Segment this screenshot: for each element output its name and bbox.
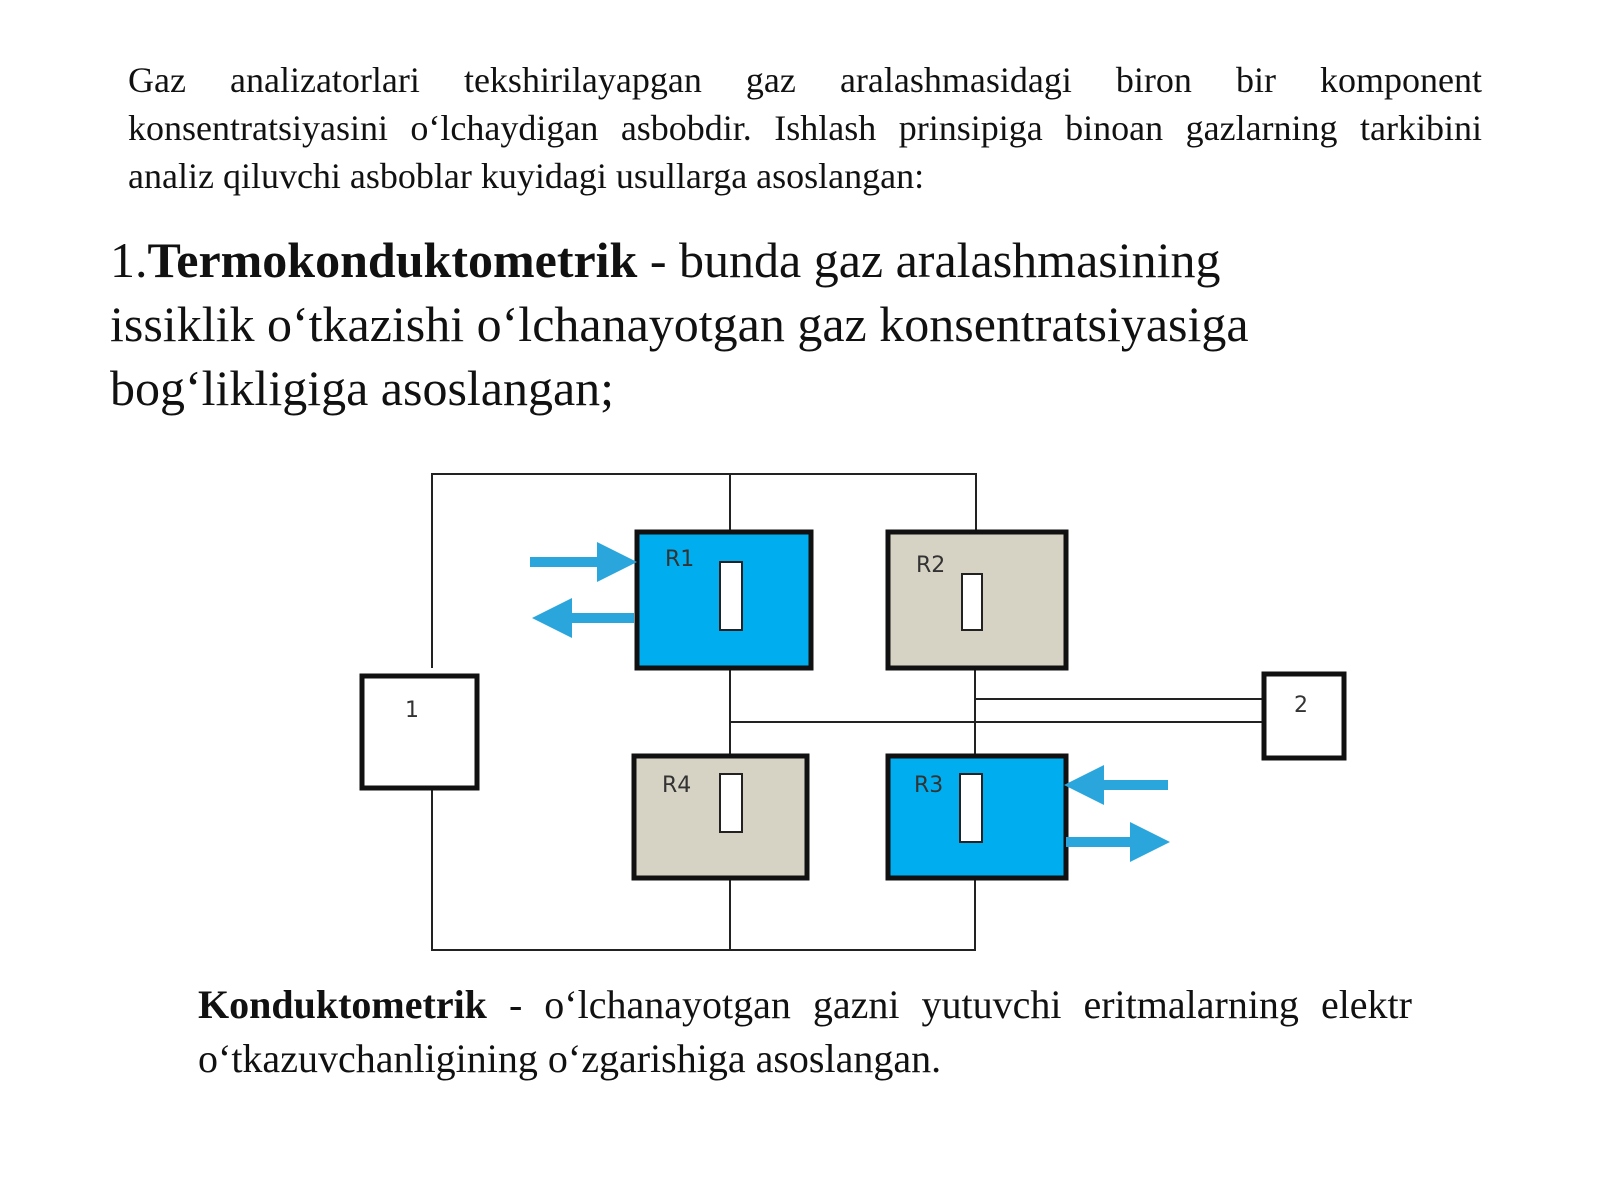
r2-label: R2 — [916, 553, 946, 578]
method-2-term: Konduktometrik — [198, 982, 487, 1027]
block-1-label: 1 — [405, 698, 419, 723]
block-2-label: 2 — [1294, 693, 1308, 718]
r4-resistor — [720, 774, 742, 832]
r2-resistor — [962, 574, 982, 630]
circuit-wires — [432, 474, 1264, 950]
r4-label: R4 — [662, 773, 692, 798]
method-2-paragraph — [198, 978, 1412, 1086]
method-1-description: - bunda gaz aralashmasining issiklik o‘tkazishi o‘lchanayotgan gaz konsentratsiyasiga bog‘likligiga asoslangan; — [110, 232, 1249, 416]
r1-label: R1 — [665, 547, 695, 572]
r1-resistor — [720, 562, 742, 630]
r3-label: R3 — [914, 773, 944, 798]
gas-flow-arrows — [530, 562, 1168, 842]
r3-resistor — [960, 774, 982, 842]
method-1-term: Termokonduktometrik — [147, 232, 638, 288]
method-1-number: 1. — [110, 232, 148, 288]
intro-paragraph: Gaz analizatorlari tekshirilayapgan gaz aralashmasidagi biron bir komponent konsentratsiyasini o‘lchaydigan asbobdir. Ishlash prinsipiga binoan gazlarning tarkibini analiz qiluvchi asboblar kuyidagi usullarga asoslangan: — [128, 60, 1482, 196]
block-1 — [362, 676, 477, 788]
method-2-description: - o‘lchanayotgan gazni yutuvchi eritmalarning elektr o‘tkazuvchanligining o‘zgarishiga asoslangan. — [198, 982, 1412, 1081]
